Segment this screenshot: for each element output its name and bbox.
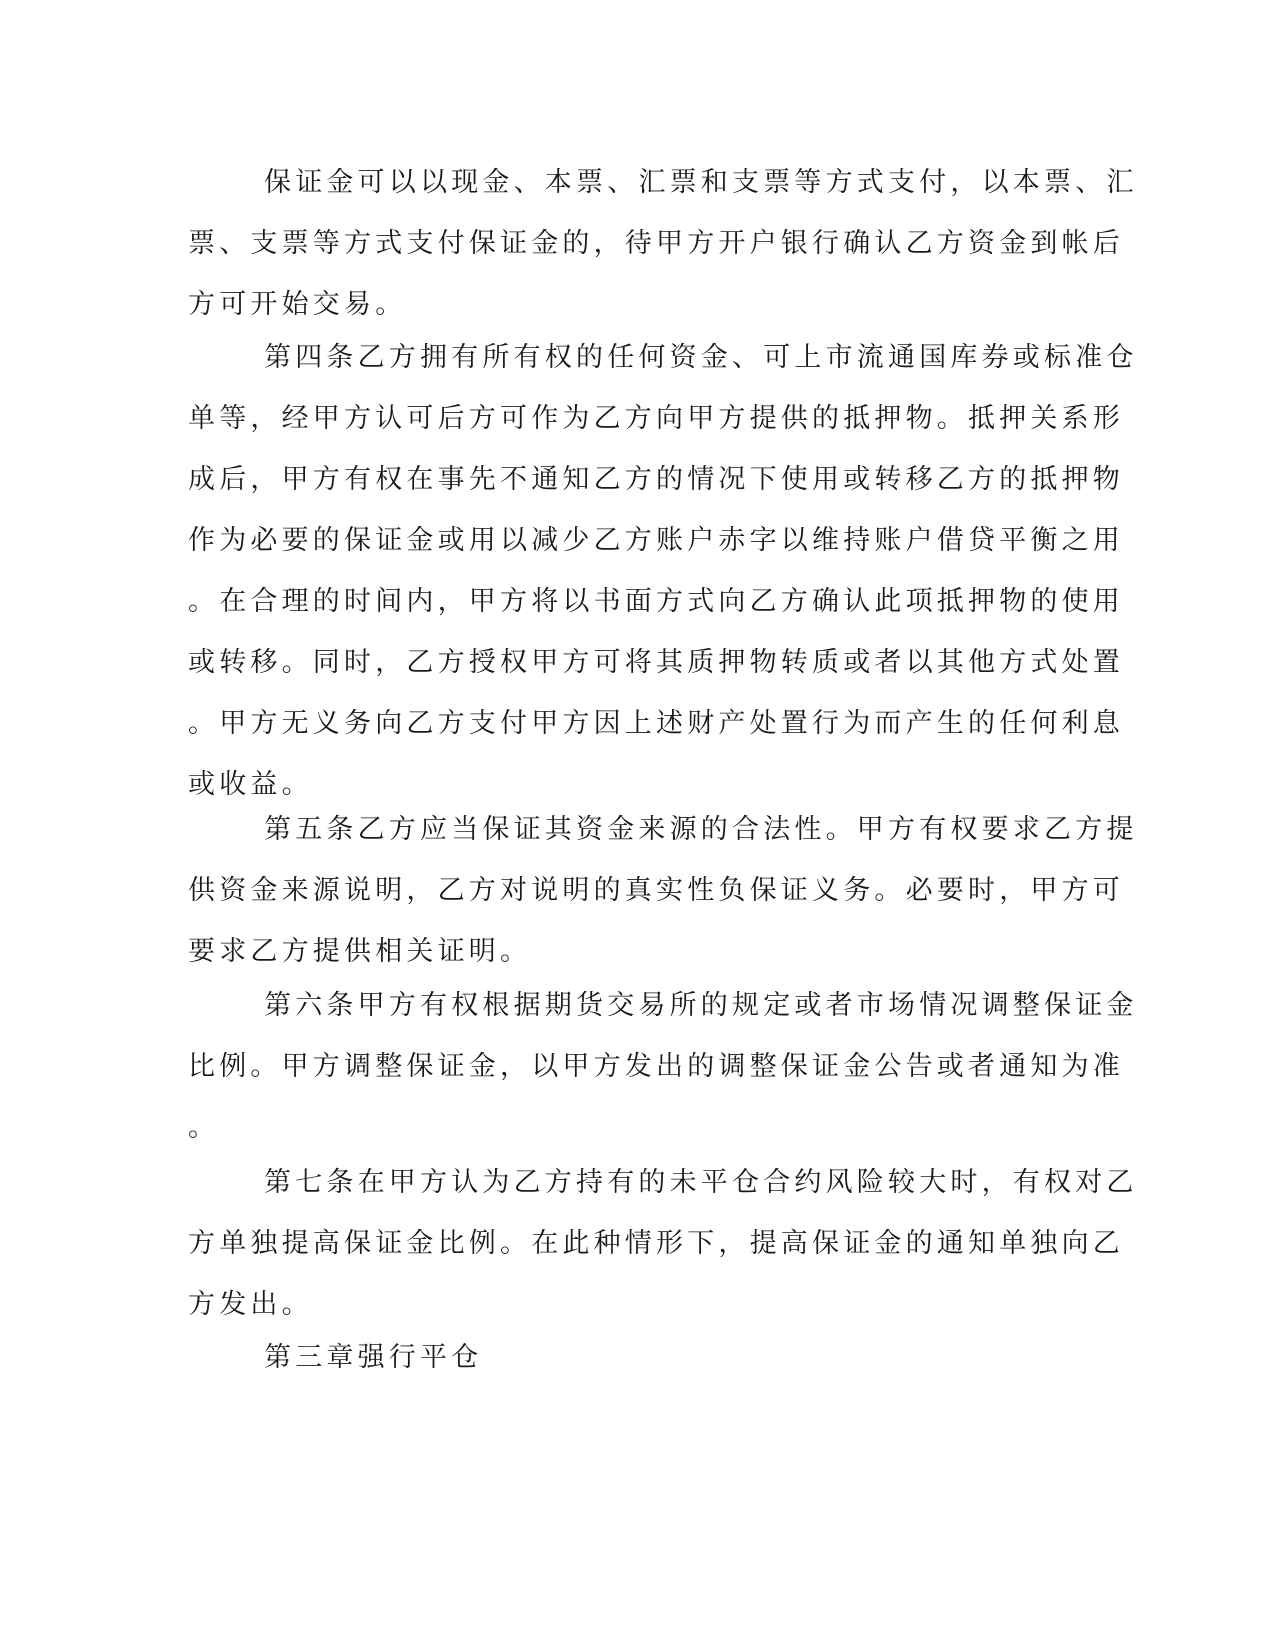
text-line: 成后，甲方有权在事先不通知乙方的情况下使用或转移乙方的抵押物 bbox=[188, 464, 1124, 495]
paragraph-article-7 bbox=[188, 1152, 1138, 1335]
text-line: 或收益。 bbox=[188, 769, 313, 800]
text-line: 。 bbox=[188, 1112, 220, 1143]
paragraph-article-4 bbox=[188, 327, 1138, 815]
text-line: 。甲方无义务向乙方支付甲方因上述财产处置行为而产生的任何利息 bbox=[188, 708, 1124, 739]
text-line: 比例。甲方调整保证金，以甲方发出的调整保证金公告或者通知为准 bbox=[188, 1051, 1124, 1082]
text-line: 第六条甲方有权根据期货交易所的规定或者市场情况调整保证金 bbox=[264, 990, 1138, 1021]
paragraph-article-6 bbox=[188, 975, 1138, 1158]
chapter-title: 第三章强行平仓 bbox=[264, 1342, 483, 1373]
text-line: 方可开始交易。 bbox=[188, 289, 407, 320]
paragraph-margin-payment bbox=[188, 152, 1138, 335]
text-line: 方单独提高保证金比例。在此种情形下，提高保证金的通知单独向乙 bbox=[188, 1228, 1124, 1259]
text-line: 第七条在甲方认为乙方持有的未平仓合约风险较大时，有权对乙 bbox=[264, 1167, 1138, 1198]
text-line: 要求乙方提供相关证明。 bbox=[188, 936, 532, 967]
text-line: 。在合理的时间内，甲方将以书面方式向乙方确认此项抵押物的使用 bbox=[188, 586, 1124, 617]
text-line: 方发出。 bbox=[188, 1289, 313, 1320]
text-line: 保证金可以以现金、本票、汇票和支票等方式支付，以本票、汇 bbox=[264, 167, 1138, 198]
chapter-heading bbox=[188, 1327, 1088, 1388]
text-line: 供资金来源说明，乙方对说明的真实性负保证义务。必要时，甲方可 bbox=[188, 875, 1124, 906]
text-line: 第五条乙方应当保证其资金来源的合法性。甲方有权要求乙方提 bbox=[264, 814, 1138, 845]
text-line: 或转移。同时，乙方授权甲方可将其质押物转质或者以其他方式处置 bbox=[188, 647, 1124, 678]
paragraph-article-5 bbox=[188, 799, 1138, 982]
text-line: 单等，经甲方认可后方可作为乙方向甲方提供的抵押物。抵押关系形 bbox=[188, 403, 1124, 434]
text-line: 作为必要的保证金或用以减少乙方账户赤字以维持账户借贷平衡之用 bbox=[188, 525, 1124, 556]
text-line: 票、支票等方式支付保证金的，待甲方开户银行确认乙方资金到帐后 bbox=[188, 228, 1124, 259]
text-line: 第四条乙方拥有所有权的任何资金、可上市流通国库券或标准仓 bbox=[264, 342, 1138, 373]
